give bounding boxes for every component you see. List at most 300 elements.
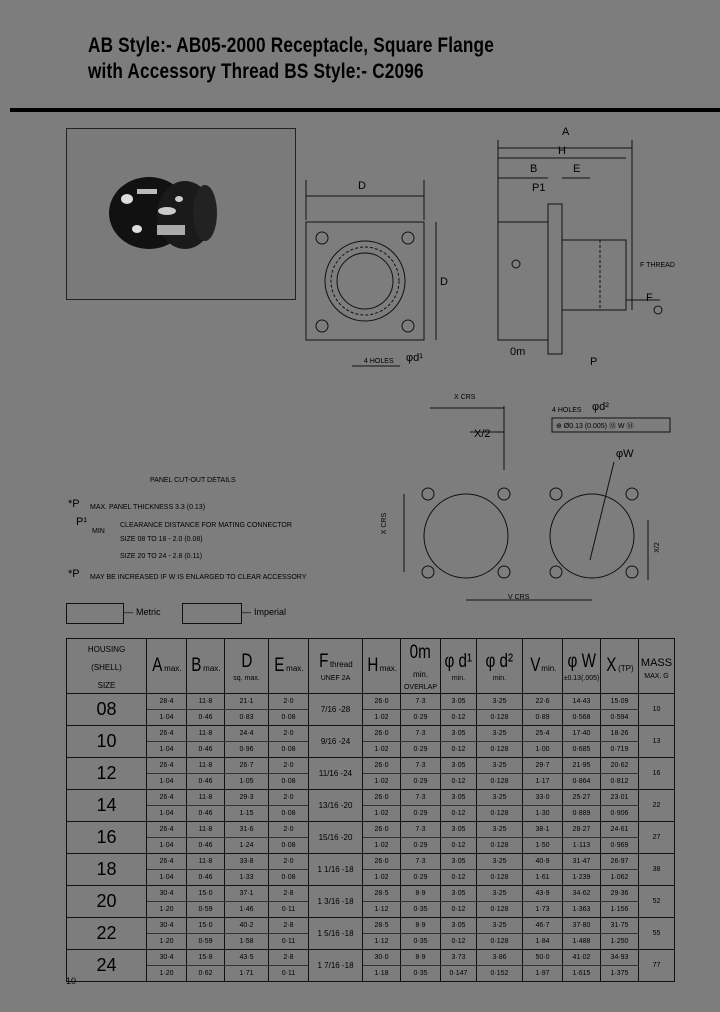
imperial-cell: 0·812 (601, 774, 639, 790)
metric-cell: 3·05 (441, 726, 477, 742)
thread-cell: 15/16 -20 (309, 822, 363, 854)
metric-cell: 2·8 (269, 886, 309, 902)
label-d2: φd² (592, 401, 609, 413)
metric-cell: 15·0 (187, 918, 225, 934)
imperial-cell: 0·46 (187, 774, 225, 790)
header-d1: φ d¹ min. (441, 639, 477, 694)
label-tolerance: ⊕ Ø0.13 (0.005) Ⓜ W Ⓜ (556, 423, 634, 430)
imperial-cell: 0·29 (401, 774, 441, 790)
table-row-imperial (67, 934, 675, 950)
metric-cell: 17·40 (563, 726, 601, 742)
metric-cell: 26·4 (147, 822, 187, 838)
label-H: H (558, 145, 566, 157)
mass-cell: 27 (639, 822, 675, 854)
legend-metric-dash: — (124, 607, 133, 617)
header-Om: 0mmin. OVERLAP (401, 639, 441, 694)
metric-cell: 15·8 (187, 950, 225, 966)
metric-cell: 21·95 (563, 758, 601, 774)
imperial-cell: 0·128 (477, 838, 523, 854)
imperial-cell: 0·12 (441, 902, 477, 918)
imperial-cell: 1·20 (147, 966, 187, 982)
note-foot-label: *P (68, 568, 80, 580)
imperial-cell: 1·04 (147, 870, 187, 886)
header-F: Fthread UNEF 2A (309, 639, 363, 694)
metric-cell: 15·0 (187, 886, 225, 902)
shell-size-cell: 12 (67, 758, 147, 790)
spec-table (66, 638, 675, 982)
imperial-cell: 1·113 (563, 838, 601, 854)
metric-cell: 26·4 (147, 758, 187, 774)
imperial-cell: 0·83 (225, 710, 269, 726)
imperial-cell: 0·152 (477, 966, 523, 982)
table-row-imperial (67, 966, 675, 982)
mass-cell: 55 (639, 918, 675, 950)
side-flange (548, 204, 562, 354)
metric-cell: 38·1 (523, 822, 563, 838)
imperial-cell: 0·11 (269, 934, 309, 950)
metric-cell: 3·25 (477, 694, 523, 710)
metric-cell: 29·3 (225, 790, 269, 806)
imperial-cell: 1·24 (225, 838, 269, 854)
thread-cell: 1 7/16 -18 (309, 950, 363, 982)
mount-hole-bl (316, 320, 328, 332)
imperial-cell: 0·128 (477, 902, 523, 918)
note-p-text: MAX. PANEL THICKNESS 3.3 (0.13) (90, 504, 206, 511)
imperial-cell: 0·29 (401, 742, 441, 758)
mount-hole-tr (402, 232, 414, 244)
label-thread: F THREAD (640, 262, 675, 269)
imperial-cell: 1·04 (147, 774, 187, 790)
label-X-crs-vertical: X CRS (381, 512, 389, 535)
imperial-cell: 0·89 (523, 710, 563, 726)
metric-cell: 33·0 (523, 790, 563, 806)
label-D-top: D (358, 180, 366, 192)
imperial-cell: 1·04 (147, 742, 187, 758)
imperial-cell: 1·73 (523, 902, 563, 918)
table-header-row (67, 639, 675, 694)
dim-W-leader (590, 462, 614, 560)
imperial-cell: 0·35 (401, 966, 441, 982)
metric-cell: 11·8 (187, 790, 225, 806)
metric-cell: 2·8 (269, 918, 309, 934)
metric-cell: 2·0 (269, 694, 309, 710)
imperial-cell: 1·02 (363, 774, 401, 790)
metric-cell: 21·1 (225, 694, 269, 710)
label-D-side: D (440, 276, 448, 288)
thread-cell: 1 1/16 -18 (309, 854, 363, 886)
imperial-cell: 1·12 (363, 902, 401, 918)
metric-cell: 11·8 (187, 822, 225, 838)
imperial-cell: 1·46 (225, 902, 269, 918)
legend-metric-swatch (66, 603, 124, 624)
metric-cell: 41·02 (563, 950, 601, 966)
metric-cell: 43·5 (225, 950, 269, 966)
thread-cell: 11/16 -24 (309, 758, 363, 790)
metric-cell: 7·3 (401, 822, 441, 838)
metric-cell: 24·61 (601, 822, 639, 838)
mount-hole-tl (316, 232, 328, 244)
legend-imperial-dash: — (242, 607, 251, 617)
metric-cell: 30·4 (147, 918, 187, 934)
imperial-cell: 0·29 (401, 806, 441, 822)
metric-cell: 37·80 (563, 918, 601, 934)
imperial-cell: 1·61 (523, 870, 563, 886)
imperial-cell: 0·12 (441, 774, 477, 790)
imperial-cell: 0·62 (187, 966, 225, 982)
imperial-cell: 0·11 (269, 966, 309, 982)
imperial-cell: 1·05 (225, 774, 269, 790)
metric-cell: 3·25 (477, 918, 523, 934)
imperial-cell: 1·17 (523, 774, 563, 790)
imperial-cell: 0·719 (601, 742, 639, 758)
table-row-imperial (67, 838, 675, 854)
label-P: P (590, 356, 598, 368)
metric-cell: 22·6 (523, 694, 563, 710)
imperial-cell: 1·97 (523, 966, 563, 982)
header-B: Bmax. (187, 639, 225, 694)
table-row-imperial (67, 870, 675, 886)
label-0m: 0m (510, 346, 526, 358)
thread-cell: 13/16 -20 (309, 790, 363, 822)
table-row-imperial (67, 774, 675, 790)
shell-size-cell: 24 (67, 950, 147, 982)
metric-cell: 26·7 (225, 758, 269, 774)
imperial-cell: 0·29 (401, 870, 441, 886)
imperial-cell: 0·12 (441, 934, 477, 950)
imperial-cell: 1·84 (523, 934, 563, 950)
imperial-cell: 0·08 (269, 774, 309, 790)
metric-cell: 26·0 (363, 694, 401, 710)
metric-cell: 3·25 (477, 886, 523, 902)
label-X2: X/2 (474, 428, 491, 440)
metric-cell: 26·4 (147, 790, 187, 806)
metric-cell: 30·4 (147, 886, 187, 902)
shell-size-cell: 08 (67, 694, 147, 726)
table-row-metric (67, 950, 675, 966)
imperial-cell: 1·02 (363, 870, 401, 886)
metric-cell: 2·0 (269, 726, 309, 742)
label-B: B (530, 163, 538, 175)
note-p1-text: CLEARANCE DISTANCE FOR MATING CONNECTOR (120, 522, 292, 529)
shell-size-cell: 16 (67, 822, 147, 854)
metric-cell: 11·8 (187, 694, 225, 710)
metric-cell: 28·5 (363, 918, 401, 934)
metric-cell: 3·25 (477, 822, 523, 838)
table-row-metric (67, 694, 675, 710)
metric-cell: 3·25 (477, 790, 523, 806)
imperial-cell: 1·04 (147, 838, 187, 854)
mass-cell: 38 (639, 854, 675, 886)
imperial-cell: 0·59 (187, 934, 225, 950)
imperial-cell: 1·00 (523, 742, 563, 758)
metric-cell: 26·4 (147, 854, 187, 870)
imperial-cell: 0·35 (401, 902, 441, 918)
legend-imperial-label: Imperial (254, 607, 287, 617)
imperial-cell: 0·12 (441, 710, 477, 726)
metric-cell: 31·47 (563, 854, 601, 870)
metric-cell: 30·4 (147, 950, 187, 966)
metric-cell: 3·05 (441, 886, 477, 902)
imperial-cell: 0·46 (187, 710, 225, 726)
metric-cell: 3·05 (441, 694, 477, 710)
imperial-cell: 1·04 (147, 806, 187, 822)
imperial-cell: 0·96 (225, 742, 269, 758)
metric-cell: 25·27 (563, 790, 601, 806)
label-4-holes: 4 HOLES (364, 358, 394, 365)
imperial-cell: 0·46 (187, 870, 225, 886)
metric-cell: 26·97 (601, 854, 639, 870)
flange-outline (306, 222, 424, 340)
metric-cell: 8·9 (401, 886, 441, 902)
imperial-cell: 0·969 (601, 838, 639, 854)
imperial-cell: 0·08 (269, 710, 309, 726)
imperial-cell: 0·128 (477, 774, 523, 790)
header-V: Vmin. (523, 639, 563, 694)
mass-cell: 10 (639, 694, 675, 726)
label-V-crs: V CRS (508, 594, 530, 601)
imperial-cell: 0·128 (477, 934, 523, 950)
imperial-cell: 1·250 (601, 934, 639, 950)
imperial-cell: 0·46 (187, 838, 225, 854)
metric-cell: 11·8 (187, 854, 225, 870)
table-row-metric (67, 822, 675, 838)
metric-cell: 37·1 (225, 886, 269, 902)
metric-cell: 3·05 (441, 854, 477, 870)
imperial-cell: 1·02 (363, 838, 401, 854)
metric-cell: 20·62 (601, 758, 639, 774)
imperial-cell: 0·08 (269, 806, 309, 822)
metric-cell: 33·8 (225, 854, 269, 870)
metric-cell: 34·93 (601, 950, 639, 966)
imperial-cell: 1·18 (363, 966, 401, 982)
metric-cell: 46·7 (523, 918, 563, 934)
shell-size-cell: 22 (67, 918, 147, 950)
metric-cell: 14·43 (563, 694, 601, 710)
thread-cell: 1 5/16 -18 (309, 918, 363, 950)
metric-cell: 3·05 (441, 758, 477, 774)
note-p1-line2: SIZE 08 TO 18 - 2.0 (0.08) (120, 536, 203, 543)
thread-cell: 7/16 -28 (309, 694, 363, 726)
metric-cell: 24·4 (225, 726, 269, 742)
imperial-cell: 0·12 (441, 806, 477, 822)
metric-cell: 23·01 (601, 790, 639, 806)
imperial-cell: 1·02 (363, 742, 401, 758)
imperial-cell: 1·15 (225, 806, 269, 822)
metric-cell: 30·0 (363, 950, 401, 966)
shell-size-cell: 20 (67, 886, 147, 918)
imperial-cell: 1·02 (363, 710, 401, 726)
mass-cell: 13 (639, 726, 675, 758)
label-E: E (573, 163, 581, 175)
metric-cell: 2·0 (269, 822, 309, 838)
mass-cell: 22 (639, 790, 675, 822)
table-row-imperial (67, 806, 675, 822)
table-row-metric (67, 758, 675, 774)
table-row-metric (67, 918, 675, 934)
table-row-metric (67, 854, 675, 870)
note-foot-text: MAY BE INCREASED IF W IS ENLARGED TO CLEAR ACCESSORY (90, 574, 307, 581)
notes-heading: PANEL CUT-OUT DETAILS (150, 477, 236, 484)
metric-cell: 40·2 (225, 918, 269, 934)
header-d2: φ d² min. (477, 639, 523, 694)
imperial-cell: 0·889 (563, 806, 601, 822)
metric-cell: 2·0 (269, 854, 309, 870)
imperial-cell: 0·906 (601, 806, 639, 822)
metric-cell: 3·86 (477, 950, 523, 966)
metric-cell: 7·3 (401, 854, 441, 870)
metric-cell: 26·0 (363, 758, 401, 774)
table-row-imperial (67, 902, 675, 918)
label-X2-vertical: X/2 (653, 542, 661, 553)
note-p1-line3: SIZE 20 TO 24 - 2.8 (0.11) (120, 553, 203, 560)
imperial-cell: 0·12 (441, 870, 477, 886)
imperial-cell: 0·147 (441, 966, 477, 982)
metric-cell: 28·27 (563, 822, 601, 838)
imperial-cell: 1·02 (363, 806, 401, 822)
metric-cell: 8·9 (401, 918, 441, 934)
header-H: Hmax. (363, 639, 401, 694)
metric-cell: 26·0 (363, 790, 401, 806)
imperial-cell: 1·30 (523, 806, 563, 822)
metric-cell: 26·0 (363, 854, 401, 870)
metric-cell: 40·9 (523, 854, 563, 870)
table-row-metric (67, 790, 675, 806)
header-housing: HOUSING (SHELL) SIZE (67, 639, 147, 694)
title-line-1: AB Style:- AB05-2000 Receptacle, Square Flange (88, 34, 494, 57)
imperial-cell: 0·46 (187, 806, 225, 822)
imperial-cell: 0·568 (563, 710, 601, 726)
imperial-cell: 0·29 (401, 838, 441, 854)
imperial-cell: 1·50 (523, 838, 563, 854)
imperial-cell: 0·08 (269, 838, 309, 854)
mount-hole-br (402, 320, 414, 332)
metric-cell: 2·8 (269, 950, 309, 966)
imperial-cell: 0·29 (401, 710, 441, 726)
metric-cell: 26·0 (363, 726, 401, 742)
note-p-label: *P (68, 498, 80, 510)
table-row-metric (67, 726, 675, 742)
shell-size-cell: 14 (67, 790, 147, 822)
title-line-2: with Accessory Thread BS Style:- C2096 (88, 60, 424, 83)
mass-cell: 16 (639, 758, 675, 790)
metric-cell: 50·0 (523, 950, 563, 966)
metric-cell: 34·62 (563, 886, 601, 902)
metric-cell: 3·25 (477, 854, 523, 870)
imperial-cell: 0·46 (187, 742, 225, 758)
metric-cell: 25·4 (523, 726, 563, 742)
page-number: 10 (66, 976, 77, 986)
imperial-cell: 1·33 (225, 870, 269, 886)
note-p1-min: MIN (92, 528, 105, 535)
metric-cell: 11·8 (187, 726, 225, 742)
metric-cell: 3·05 (441, 790, 477, 806)
imperial-cell: 1·58 (225, 934, 269, 950)
imperial-cell: 1·12 (363, 934, 401, 950)
imperial-cell: 0·594 (601, 710, 639, 726)
metric-cell: 28·4 (147, 694, 187, 710)
imperial-cell: 1·239 (563, 870, 601, 886)
imperial-cell: 0·685 (563, 742, 601, 758)
metric-cell: 3·73 (441, 950, 477, 966)
metric-cell: 3·05 (441, 918, 477, 934)
metric-cell: 7·3 (401, 758, 441, 774)
cutout-circle-right (550, 494, 634, 578)
header-mass: MASS MAX. G (639, 639, 675, 694)
metric-cell: 2·0 (269, 758, 309, 774)
label-d1: φd¹ (406, 352, 423, 364)
imperial-cell: 1·375 (601, 966, 639, 982)
imperial-cell: 0·08 (269, 870, 309, 886)
side-body (498, 222, 548, 340)
thread-cell: 9/16 -24 (309, 726, 363, 758)
legend-imperial-swatch (182, 603, 242, 624)
header-X: X(TP) (601, 639, 639, 694)
flange-bore-inner (337, 253, 393, 309)
shell-size-cell: 18 (67, 854, 147, 886)
shell-size-cell: 10 (67, 726, 147, 758)
header-A: Amax. (147, 639, 187, 694)
metric-cell: 31·6 (225, 822, 269, 838)
metric-cell: 26·4 (147, 726, 187, 742)
imperial-cell: 0·35 (401, 934, 441, 950)
metric-cell: 3·25 (477, 726, 523, 742)
imperial-cell: 0·128 (477, 742, 523, 758)
imperial-cell: 1·062 (601, 870, 639, 886)
imperial-cell: 1·615 (563, 966, 601, 982)
imperial-cell: 1·20 (147, 902, 187, 918)
label-W: φW (616, 448, 634, 460)
metric-cell: 7·3 (401, 694, 441, 710)
label-X-crs: X CRS (454, 394, 476, 401)
flange-bore-thread (331, 247, 399, 315)
metric-cell: 11·8 (187, 758, 225, 774)
metric-cell: 2·0 (269, 790, 309, 806)
imperial-cell: 0·128 (477, 870, 523, 886)
header-D: D sq. max. (225, 639, 269, 694)
metric-cell: 18·26 (601, 726, 639, 742)
mass-cell: 77 (639, 950, 675, 982)
mass-cell: 52 (639, 886, 675, 918)
imperial-cell: 0·128 (477, 806, 523, 822)
metric-cell: 28·5 (363, 886, 401, 902)
label-4-holes-2: 4 HOLES (552, 407, 582, 414)
imperial-cell: 1·20 (147, 934, 187, 950)
metric-cell: 8·9 (401, 950, 441, 966)
label-A: A (562, 126, 570, 138)
metric-cell: 3·25 (477, 758, 523, 774)
metric-cell: 15·09 (601, 694, 639, 710)
imperial-cell: 0·128 (477, 710, 523, 726)
side-thread (562, 240, 626, 310)
header-W: φ W ±0.13(.005) (563, 639, 601, 694)
imperial-cell: 0·08 (269, 742, 309, 758)
metric-cell: 29·7 (523, 758, 563, 774)
imperial-cell: 1·156 (601, 902, 639, 918)
table-row-imperial (67, 742, 675, 758)
label-P1: P1 (532, 182, 546, 194)
metric-cell: 3·05 (441, 822, 477, 838)
metric-cell: 7·3 (401, 790, 441, 806)
cutout-circle-left (424, 494, 508, 578)
table-row-imperial (67, 710, 675, 726)
imperial-cell: 0·12 (441, 742, 477, 758)
metric-cell: 31·75 (601, 918, 639, 934)
imperial-cell: 0·11 (269, 902, 309, 918)
imperial-cell: 1·71 (225, 966, 269, 982)
legend-metric-label: Metric (136, 607, 161, 617)
metric-cell: 26·0 (363, 822, 401, 838)
header-E: Emax. (269, 639, 309, 694)
